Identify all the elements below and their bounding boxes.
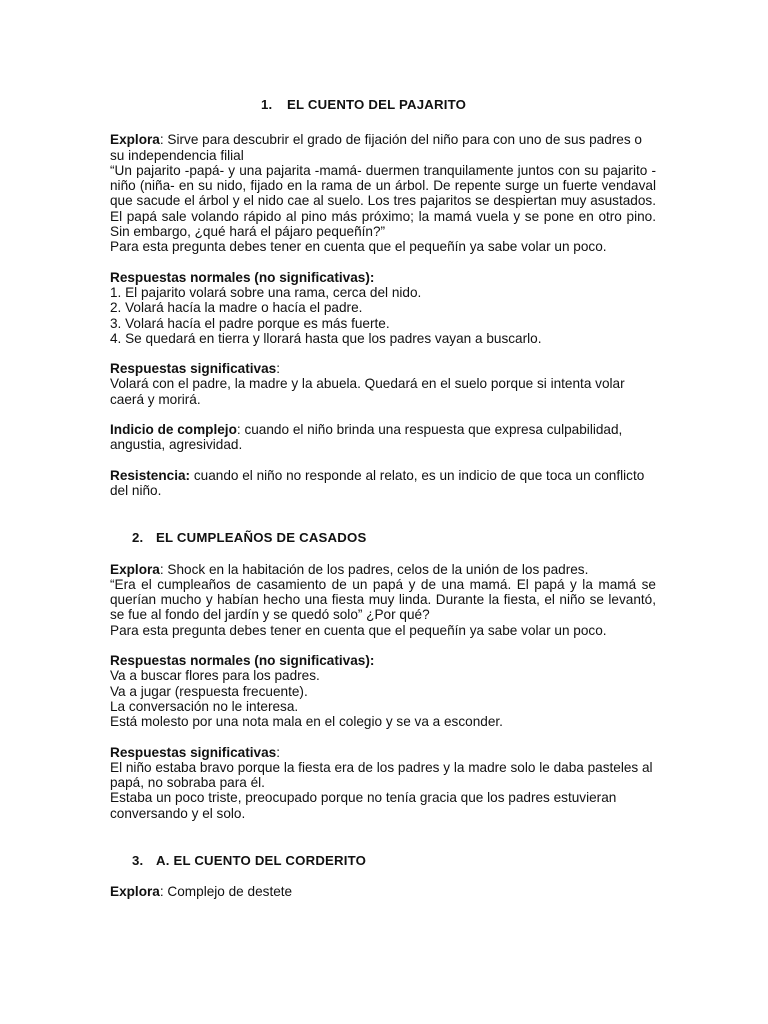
section-2-title: [110, 530, 656, 545]
section-1-title: [110, 97, 656, 112]
list-item: La conversación no le interesa.: [110, 698, 299, 714]
explora-text: : Shock en la habitación de los padres, celos de la unión de los padres.: [159, 561, 589, 577]
significant-colon: :: [276, 744, 280, 760]
explora-label: Explora: [110, 884, 160, 900]
complejo-label: Indicio de complejo: [110, 422, 237, 438]
significant-text: Volará con el padre, la madre y la abuela. Quedará en el suelo porque si intenta volar caerá y morirá.: [110, 376, 625, 407]
list-item: Está molesto por una nota mala en el colegio y se va a esconder.: [110, 714, 503, 730]
list-item: Estaba un poco triste, preocupado porque no tenía gracia que los padres estuvieran conversando y el solo.: [110, 790, 617, 821]
section-1-note: Para esta pregunta debes tener en cuenta que el pequeñín ya sabe volar un poco.: [110, 239, 607, 255]
section-1-number: 1.: [261, 97, 273, 112]
complejo-text: : cuando el niño brinda una respuesta que expresa culpabilidad, angustia, agresividad.: [110, 422, 623, 453]
section-2-note: Para esta pregunta debes tener en cuenta que el pequeñín ya sabe volar un poco.: [110, 622, 607, 638]
section-1-significant-responses: [110, 361, 656, 407]
list-item: 1. El pajarito volará sobre una rama, cerca del nido.: [110, 284, 422, 300]
significant-colon: :: [276, 361, 280, 377]
explora-label: Explora: [110, 561, 160, 577]
section-1-story: “Un pajarito -papá- y una pajarita -mamá- duermen tranquilamente juntos con su pajarito -niño (niña- en su nido, fijado en la rama de un árbol. De repente surge un fuerte vendaval que sacude el árbol y el nido cae al suelo. Los tres pajaritos se despiertan muy asustados. El papá sale volando rápido al pino más próximo; la mamá vuela y se pone en otro pino. Sin embargo, ¿qué hará el pájaro pequeñín?”: [110, 162, 656, 240]
resistencia-label: Resistencia:: [110, 467, 191, 483]
section-3-title-text: A. EL CUENTO DEL CORDERITO: [156, 852, 367, 868]
list-item: Va a buscar flores para los padres.: [110, 668, 320, 684]
section-1-explora-paragraph: [110, 132, 656, 163]
explora-text: : Sirve para descubrir el grado de fijación del niño para con uno de sus padres o su independencia filial: [110, 132, 642, 163]
section-3-number: 3.: [132, 852, 144, 868]
section-1-complejo: [110, 422, 656, 453]
significant-responses-label: Respuestas significativas: [110, 361, 277, 377]
section-1-resistencia: [110, 468, 656, 499]
section-2-explora: [110, 562, 656, 638]
list-item: Va a jugar (respuesta frecuente).: [110, 683, 308, 699]
explora-label: Explora: [110, 132, 160, 148]
section-2-normal-responses: [110, 653, 656, 729]
resistencia-text: cuando el niño no responde al relato, es un indicio de que toca un conflicto del niño.: [110, 467, 645, 498]
section-1-title-text: EL CUENTO DEL PAJARITO: [287, 97, 467, 112]
explora-text: : Complejo de destete: [159, 884, 293, 900]
list-item: 2. Volará hacía la madre o hacía el padre.: [110, 300, 363, 316]
section-3-explora: [110, 884, 656, 899]
normal-responses-label: Respuestas normales (no significativas):: [110, 653, 375, 669]
section-1-explora: [110, 132, 656, 254]
section-3-title: [110, 853, 656, 868]
list-item: 4. Se quedará en tierra y llorará hasta que los padres vayan a buscarlo.: [110, 330, 542, 346]
normal-responses-label: Respuestas normales (no significativas):: [110, 269, 375, 285]
list-item: 3. Volará hacía el padre porque es más fuerte.: [110, 315, 390, 331]
section-2-title-text: EL CUMPLEAÑOS DE CASADOS: [156, 530, 367, 546]
section-2-story: “Era el cumpleaños de casamiento de un papá y de una mamá. El papá y la mamá se querían mucho y habían hecho una fiesta muy linda. Durante la fiesta, el niño se levantó, se fue al fondo del jardín y se quedó solo” ¿Por qué?: [110, 576, 656, 623]
list-item: El niño estaba bravo porque la fiesta era de los padres y la madre solo le daba pasteles al papá, no sobraba para él.: [110, 759, 653, 791]
significant-responses-label: Respuestas significativas: [110, 744, 277, 760]
section-2-number: 2.: [132, 530, 144, 546]
section-1-normal-responses: [110, 270, 656, 346]
section-2-significant-responses: [110, 745, 656, 821]
